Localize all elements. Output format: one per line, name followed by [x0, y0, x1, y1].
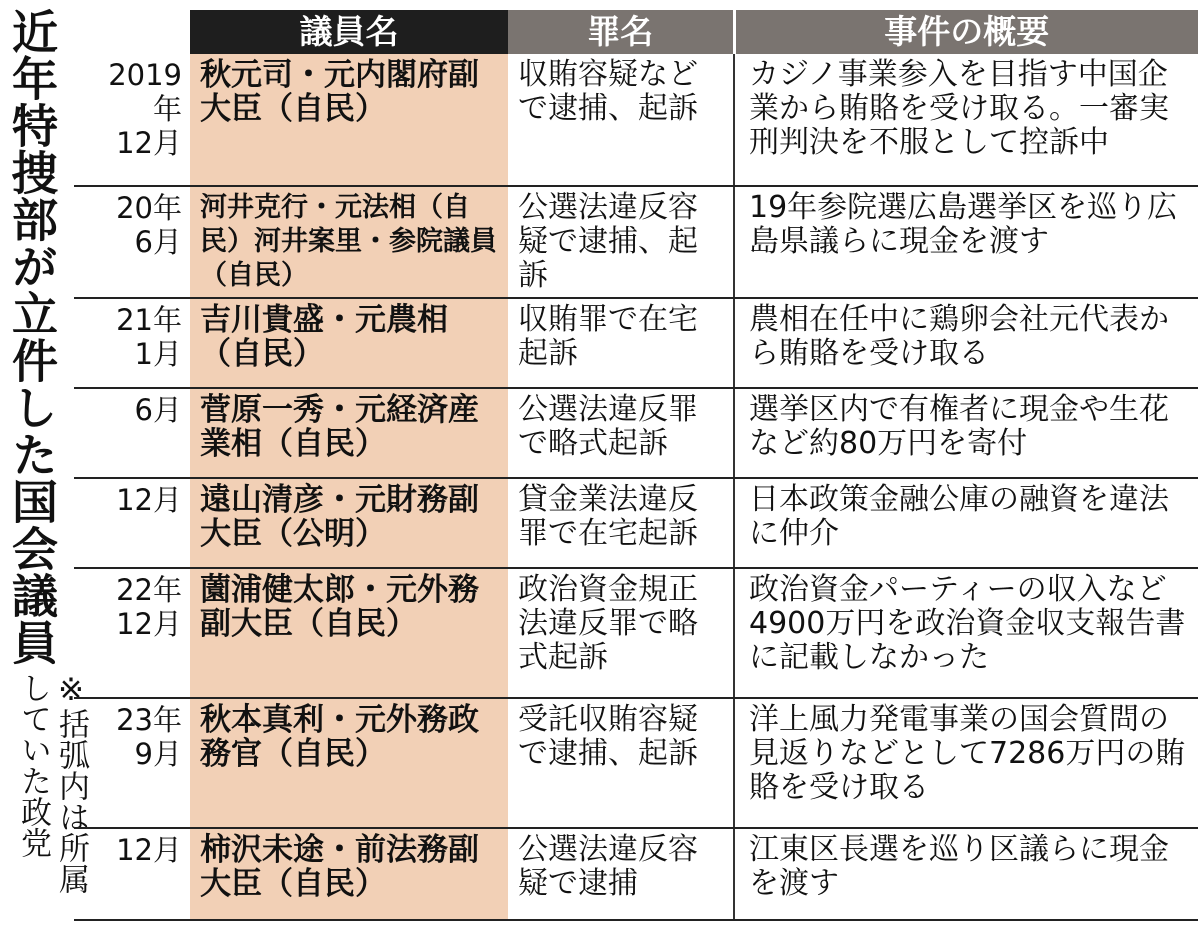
- table-row: [74, 478, 1198, 568]
- date-month: 6月: [134, 225, 182, 259]
- charge: 公選法違反容疑で逮捕: [508, 828, 734, 920]
- table-row: [74, 388, 1198, 478]
- date-month: 6月: [134, 393, 182, 427]
- lawmaker-name: 河井克行・元法相（自民）河井案里・参院議員（自民）: [190, 186, 508, 298]
- table-header-row: [74, 10, 1198, 54]
- table-row: [74, 828, 1198, 920]
- date-cell: [74, 298, 190, 388]
- case-summary: 政治資金パーティーの収入など4900万円を政治資金収支報告書に記載しなかった: [734, 568, 1198, 698]
- date-cell: [74, 828, 190, 920]
- table-row: [74, 186, 1198, 298]
- lawmaker-name: 菅原一秀・元経済産業相（自民）: [190, 388, 508, 478]
- case-summary: 洋上風力発電事業の国会質問の見返りなどとして7286万円の賄賂を受け取る: [734, 698, 1198, 828]
- case-summary: 江東区長選を巡り区議らに現金を渡す: [734, 828, 1198, 920]
- date-cell: [74, 54, 190, 186]
- date-cell: [74, 186, 190, 298]
- date-cell: [74, 698, 190, 828]
- lawmaker-name: 吉川貴盛・元農相（自民）: [190, 298, 508, 388]
- lawmaker-name: 遠山清彦・元財務副大臣（公明）: [190, 478, 508, 568]
- case-summary: 選挙区内で有権者に現金や生花など約80万円を寄付: [734, 388, 1198, 478]
- table-row: [74, 698, 1198, 828]
- date-cell: [74, 568, 190, 698]
- lawmaker-name: 薗浦健太郎・元外務副大臣（自民）: [190, 568, 508, 698]
- charge: 貸金業法違反罪で在宅起訴: [508, 478, 734, 568]
- date-month: 12月: [116, 126, 182, 160]
- footnote-line-1: ※括弧内は所属: [53, 672, 89, 894]
- charge: 収賄容疑などで逮捕、起訴: [508, 54, 734, 186]
- charge: 政治資金規正法違反罪で略式起訴: [508, 568, 734, 698]
- header-date: [74, 10, 190, 54]
- date-year: 22年: [116, 573, 182, 607]
- date-month: 9月: [134, 737, 182, 771]
- case-summary: 日本政策金融公庫の融資を違法に仲介: [734, 478, 1198, 568]
- charge: 収賄罪で在宅起訴: [508, 298, 734, 388]
- date-year: 21年: [116, 303, 182, 337]
- date-year: 20年: [116, 191, 182, 225]
- date-month: 12月: [116, 483, 182, 517]
- lawmaker-name: 秋本真利・元外務政務官（自民）: [190, 698, 508, 828]
- header-summary: 事件の概要: [734, 10, 1198, 54]
- lawmaker-name: 秋元司・元内閣府副大臣（自民）: [190, 54, 508, 186]
- case-summary: 農相在任中に鶏卵会社元代表から賄賂を受け取る: [734, 298, 1198, 388]
- table-row: [74, 568, 1198, 698]
- charge: 公選法違反罪で略式起訴: [508, 388, 734, 478]
- charge: 公選法違反容疑で逮捕、起訴: [508, 186, 734, 298]
- table-row: [74, 54, 1198, 186]
- date-year: 2019年: [108, 58, 182, 126]
- case-summary: 19年参院選広島選挙区を巡り広島県議らに現金を渡す: [734, 186, 1198, 298]
- header-name: 議員名: [190, 10, 508, 54]
- charge: 受託収賄容疑で逮捕、起訴: [508, 698, 734, 828]
- footnote-line-2: していた政党: [15, 672, 51, 858]
- lawmaker-name: 柿沢未途・前法務副大臣（自民）: [190, 828, 508, 920]
- date-month: 1月: [134, 337, 182, 371]
- header-crime: 罪名: [508, 10, 734, 54]
- date-cell: [74, 388, 190, 478]
- date-month: 12月: [116, 833, 182, 867]
- page-title: 近年特捜部が立件した国会議員: [5, 8, 59, 666]
- table-row: [74, 298, 1198, 388]
- date-year: 23年: [116, 703, 182, 737]
- date-month: 12月: [116, 607, 182, 641]
- lawmakers-table: [74, 10, 1198, 921]
- date-cell: [74, 478, 190, 568]
- case-summary: カジノ事業参入を目指す中国企業から賄賂を受け取る。一審実刑判決を不服として控訴中: [734, 54, 1198, 186]
